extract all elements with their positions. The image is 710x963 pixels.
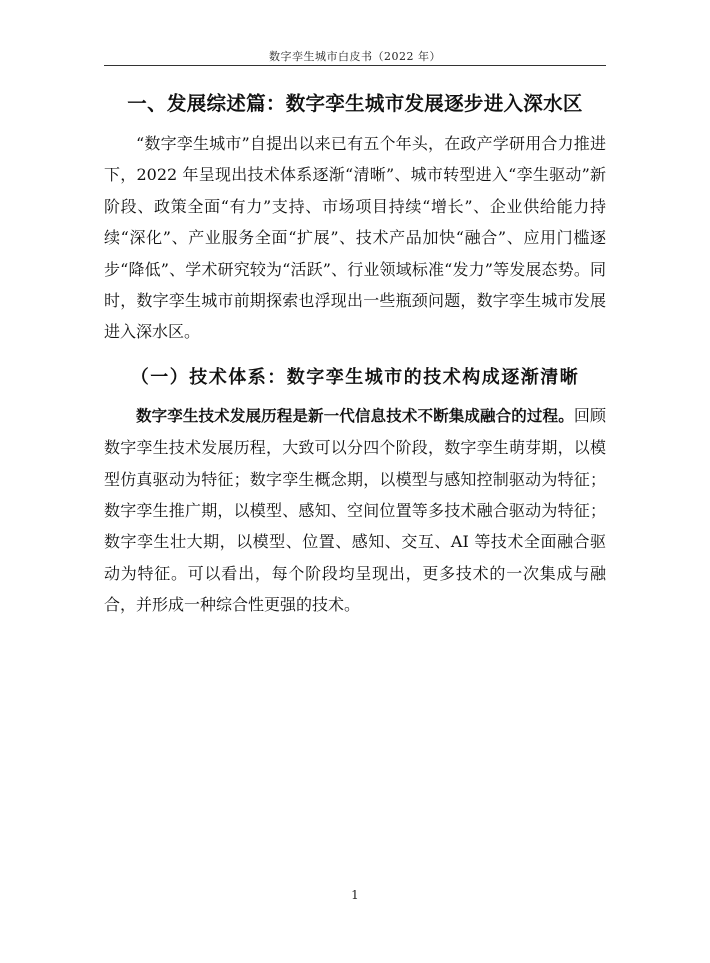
subsection-title: （一）技术体系：数字孪生城市的技术构成逐渐清晰 — [130, 366, 580, 388]
header-rule — [104, 65, 606, 66]
subsection-paragraph — [104, 400, 606, 621]
section-title: 一、发展综述篇：数字孪生城市发展逐步进入深水区 — [127, 92, 583, 115]
subsection-body: 回顾数字孪生技术发展历程，大致可以分四个阶段，数字孪生萌芽期，以模型仿真驱动为特征；数字孪生概念期，以模型与感知控制驱动为特征；数字孪生推广期，以模型、感知、空间位置等多技术融合驱动为特征；数字孪生壮大期，以模型、位置、感知、交互、AI 等技术全面融合驱动为特征。可以看出，每个阶段均呈现出，更多技术的一次集成与融合，并形成一种综合性更强的技术。 — [104, 405, 606, 615]
running-header: 数字孪生城市白皮书（2022 年） — [269, 50, 441, 63]
page-number: 1 — [351, 888, 359, 902]
section-paragraph: “数字孪生城市”自提出以来已有五个年头，在政产学研用合力推进下，2022 年呈现出技术体系逐渐“清晰”、城市转型进入“孪生驱动”新阶段、政策全面“有力”支持、市场项目持续“增长”、企业供给能力持续“深化”、产业服务全面“扩展”、技术产品加快“融合”、应用门槛逐步“降低”、学术研究较为“活跃”、行业领域标准“发力”等发展态势。同时，数字孪生城市前期探索也浮现出一些瓶颈问题，数字孪生城市发展进入深水区。 — [104, 134, 606, 342]
page-content — [104, 90, 606, 621]
lead-sentence: 数字孪生技术发展历程是新一代信息技术不断集成融合的过程。 — [136, 406, 574, 425]
